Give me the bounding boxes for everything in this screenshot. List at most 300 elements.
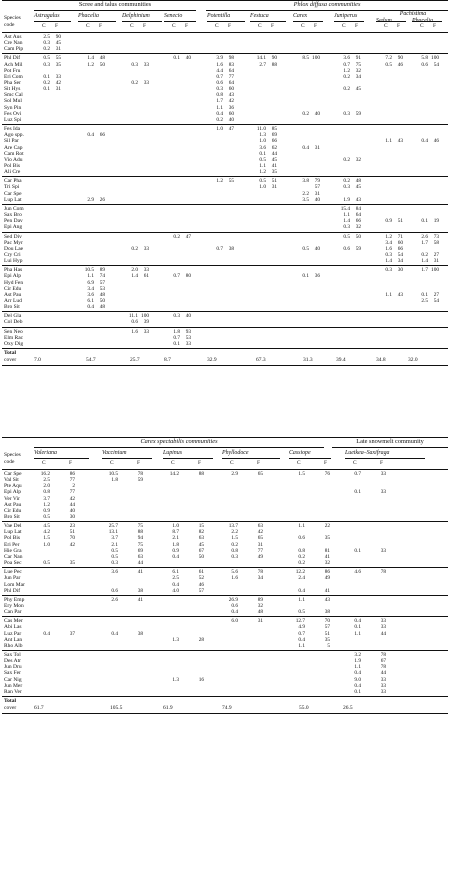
cover-cell: 3.2	[354, 652, 361, 659]
cover-cell: 0.4	[172, 553, 179, 560]
cover-cell: 0.2	[216, 116, 223, 123]
cover-cell: 0.6	[231, 602, 238, 609]
cover-cell: 2.4	[298, 575, 305, 582]
frequency-cell: 33	[380, 471, 386, 477]
group-separator	[2, 124, 448, 125]
frequency-cell: 42	[257, 529, 263, 536]
c-header: C	[110, 460, 114, 466]
total-cover-value: 26.5	[343, 705, 353, 712]
community-heading: Valeriana	[34, 450, 57, 456]
species-code: Car Spe	[4, 471, 22, 477]
cover-cell: 0.4	[298, 636, 305, 643]
f-header: F	[198, 460, 201, 466]
cover-cell: 3.6	[259, 144, 266, 151]
frequency-cell: 67	[198, 547, 204, 554]
total-cover-value: 7.0	[34, 357, 41, 364]
frequency-cell: 57	[198, 587, 204, 594]
frequency-cell: 78	[137, 471, 143, 477]
species-group	[2, 126, 448, 175]
species-code: Bro Sit	[4, 304, 20, 311]
c-header: C	[42, 23, 46, 29]
group-separator	[2, 567, 448, 568]
cover-cell: 0.2	[298, 553, 305, 560]
c-header: C	[353, 460, 357, 466]
cover-cell: 4.9	[298, 624, 305, 631]
species-code: Pha Has	[4, 267, 23, 274]
frequency-cell: 15	[198, 523, 204, 530]
frequency-cell: 22	[324, 523, 330, 530]
cover-cell: 1.6	[131, 328, 138, 335]
f-header: F	[228, 23, 231, 29]
cover-cell: 0.1	[354, 624, 361, 631]
frequency-cell: 50	[355, 233, 361, 240]
species-code: Ast Pau	[4, 501, 22, 508]
cover-cell: 3.8	[302, 178, 309, 185]
c-header: C	[384, 23, 388, 29]
cover-cell: 0.2	[421, 251, 428, 258]
species-code: Rho Alb	[4, 642, 23, 649]
cover-cell: 0.8	[43, 489, 50, 496]
frequency-cell: 33	[143, 328, 149, 335]
frequency-cell: 80	[185, 273, 191, 280]
table-row	[2, 169, 448, 175]
species-code: Oxy Dig	[4, 340, 24, 347]
cover-cell: 0.1	[354, 489, 361, 496]
frequency-cell: 38	[137, 587, 143, 594]
species-code: Sit Hys	[4, 86, 21, 93]
cover-cell: 0.8	[298, 547, 305, 554]
species-code: Sil Par	[4, 138, 19, 145]
table-row	[2, 304, 448, 310]
cover-cell: 14.1	[256, 55, 266, 62]
frequency-cell: 45	[355, 184, 361, 191]
cover-cell: 0.9	[43, 507, 50, 514]
frequency-cell: 61	[143, 273, 149, 280]
cover-cell: 3.9	[216, 55, 223, 62]
frequency-cell: 40	[314, 110, 320, 117]
cover-cell: 0.2	[231, 541, 238, 548]
cover-cell: 1.1	[216, 104, 223, 111]
community-heading: Carex	[293, 13, 308, 19]
species-code: Sen Neo	[4, 328, 23, 335]
group-separator	[2, 204, 448, 205]
frequency-cell: 69	[137, 547, 143, 554]
cover-cell: 1.1	[354, 664, 361, 671]
cover-cell: 0.4	[172, 581, 179, 588]
cover-cell: 12.7	[295, 618, 305, 625]
community-rule	[207, 21, 245, 22]
frequency-cell: 32	[257, 602, 263, 609]
frequency-cell: 90	[397, 55, 403, 62]
cover-label: cover	[4, 357, 17, 364]
community-heading: Astragalus	[34, 13, 60, 19]
frequency-cell: 42	[55, 80, 61, 87]
frequency-cell: 43	[397, 138, 403, 145]
frequency-cell: 64	[228, 67, 234, 74]
cover-cell: 6.9	[87, 279, 94, 286]
frequency-cell: 31	[314, 190, 320, 197]
community-rule	[345, 458, 425, 459]
frequency-cell: 75	[355, 61, 361, 68]
cover-cell: 1.1	[354, 630, 361, 637]
f-header: F	[433, 23, 436, 29]
cover-cell: 1.9	[354, 658, 361, 665]
community-heading: Delphinium	[122, 13, 150, 19]
total-cover-value: 32.0	[408, 357, 418, 364]
cover-cell: 2.2	[302, 190, 309, 197]
frequency-cell: 63	[137, 553, 143, 560]
cover-cell: 1.2	[343, 67, 350, 74]
total-cover-value: 61.7	[34, 705, 44, 712]
frequency-cell: 44	[137, 560, 143, 567]
cover-cell: 0.1	[43, 73, 50, 80]
frequency-cell: 59	[355, 245, 361, 252]
cover-cell: 1.1	[87, 273, 94, 280]
total-cover-value: 32.9	[207, 357, 217, 364]
frequency-cell: 45	[271, 156, 277, 163]
frequency-cell: 33	[185, 340, 191, 347]
cover-cell: 1.7	[216, 98, 223, 105]
cover-cell: 0.3	[343, 224, 350, 231]
community-heading: Phyllodoce	[222, 450, 249, 456]
frequency-cell: 66	[397, 245, 403, 252]
frequency-cell: 43	[228, 92, 234, 99]
frequency-cell: 54	[433, 61, 439, 68]
cover-cell: 0.7	[216, 73, 223, 80]
species-code: Cam Rot	[4, 150, 24, 157]
species-code: Car Nan	[4, 553, 23, 560]
frequency-cell: 44	[380, 630, 386, 637]
f-header: F	[185, 23, 188, 29]
species-code: Vio Adu	[4, 156, 23, 163]
community-rule	[163, 458, 213, 459]
cover-cell: 0.6	[421, 61, 428, 68]
species-code: Bro Sit	[4, 514, 20, 521]
frequency-cell: 26	[99, 196, 105, 203]
table-bottom-rule	[2, 713, 448, 714]
total-cover-value: 31.3	[303, 357, 313, 364]
cover-cell: 1.9	[343, 196, 350, 203]
cover-cell: 1.4	[385, 258, 392, 265]
frequency-cell: 42	[69, 541, 75, 548]
frequency-cell: 81	[324, 547, 330, 554]
frequency-cell: 48	[99, 291, 105, 298]
cover-cell: 0.4	[231, 609, 238, 616]
species-code: Sed Div	[4, 233, 22, 240]
cover-cell: 1.5	[231, 535, 238, 542]
cover-cell: 0.2	[43, 80, 50, 87]
frequency-cell: 33	[380, 676, 386, 683]
frequency-cell: 33	[380, 682, 386, 689]
species-code: Sax Fer	[4, 670, 21, 677]
frequency-cell: 65	[257, 535, 263, 542]
frequency-cell: 33	[143, 267, 149, 274]
cover-cell: 2.5	[172, 575, 179, 582]
cover-cell: 0.6	[298, 535, 305, 542]
f-header: F	[380, 460, 383, 466]
frequency-cell: 53	[185, 334, 191, 341]
frequency-cell: 43	[397, 291, 403, 298]
total-cover-value: 34.8	[376, 357, 386, 364]
cover-cell: 0.3	[111, 560, 118, 567]
species-code: Pot Fru	[4, 67, 21, 74]
frequency-cell: 77	[257, 547, 263, 554]
species-group	[2, 206, 448, 231]
header-rule	[2, 469, 448, 470]
cover-cell: 2.1	[172, 535, 179, 542]
species-code: Epi Ang	[4, 224, 23, 231]
cover-cell: 1.4	[343, 218, 350, 225]
frequency-cell: 31	[433, 258, 439, 265]
frequency-cell: 93	[185, 328, 191, 335]
community-rule	[122, 21, 162, 22]
frequency-cell: 89	[257, 596, 263, 603]
cover-cell: 0.1	[173, 340, 180, 347]
cover-cell: 0.1	[354, 688, 361, 695]
cover-cell: 1.5	[298, 471, 305, 477]
species-code: Eri Com	[4, 73, 23, 80]
cover-cell: 0.5	[111, 553, 118, 560]
frequency-cell: 47	[228, 126, 234, 133]
cover-cell: 2.0	[131, 267, 138, 274]
frequency-cell: 78	[257, 569, 263, 576]
species-code: Fes Ida	[4, 126, 21, 133]
cover-cell: 0.1	[421, 291, 428, 298]
f-header: F	[257, 460, 260, 466]
cover-cell: 0.3	[43, 40, 50, 47]
group-separator	[2, 53, 448, 54]
cover-cell: 0.2	[43, 46, 50, 53]
community-heading: Sedum	[376, 18, 392, 24]
cover-cell: 0.4	[354, 618, 361, 625]
frequency-cell: 77	[69, 489, 75, 496]
species-code: Ver Vir	[4, 495, 20, 502]
frequency-cell: 41	[324, 587, 330, 594]
frequency-cell: 48	[257, 609, 263, 616]
species-code: Ant Lan	[4, 636, 23, 643]
cover-cell: 16.2	[40, 471, 50, 477]
species-code: Cry Cri	[4, 251, 21, 258]
frequency-cell: 77	[228, 73, 234, 80]
species-code: Smc Cal	[4, 92, 23, 99]
frequency-cell: 91	[355, 55, 361, 62]
cover-cell: 0.6	[343, 245, 350, 252]
community-heading: Lupinus	[163, 450, 182, 456]
species-code: Pte Aqu	[4, 483, 22, 490]
cover-cell: 1.0	[216, 126, 223, 133]
species-code: Cir Edu	[4, 507, 22, 514]
community-rule	[164, 21, 196, 22]
group-heading-right: Phlox diffusa communities	[293, 1, 361, 8]
species-code: Cam Pip	[4, 46, 24, 53]
header-rule	[2, 32, 448, 33]
community-rule	[376, 21, 406, 22]
cover-cell: 3.7	[111, 535, 118, 542]
frequency-cell: 31	[55, 46, 61, 53]
c-header: C	[342, 23, 346, 29]
community-heading: Phacelia	[412, 18, 433, 24]
frequency-cell: 33	[143, 80, 149, 87]
cover-cell: 0.2	[298, 560, 305, 567]
cover-cell: 2.1	[111, 541, 118, 548]
total-cover-value: 61.9	[163, 705, 173, 712]
species-group	[2, 55, 448, 123]
frequency-cell: 62	[271, 144, 277, 151]
cover-cell: 1.0	[43, 541, 50, 548]
group-separator	[2, 521, 448, 522]
frequency-cell: 31	[55, 86, 61, 93]
table-row	[2, 117, 448, 123]
cover-cell: 0.5	[111, 547, 118, 554]
f-header: F	[314, 23, 317, 29]
cover-cell: 1.3	[259, 132, 266, 139]
cover-cell: 0.2	[302, 110, 309, 117]
cover-cell: 5.8	[421, 55, 428, 62]
frequency-cell: 46	[198, 581, 204, 588]
cover-cell: 1.2	[385, 233, 392, 240]
frequency-cell: 61	[198, 569, 204, 576]
group-rule-right	[332, 447, 448, 448]
frequency-cell: 76	[324, 471, 330, 477]
frequency-cell: 32	[355, 156, 361, 163]
frequency-cell: 50	[99, 298, 105, 304]
cover-cell: 0.1	[43, 86, 50, 93]
group-heading-left: Scree and talus communities	[78, 1, 152, 8]
frequency-cell: 60	[397, 239, 403, 246]
group-separator	[2, 232, 448, 233]
cover-cell: 0.2	[343, 73, 350, 80]
species-code: Syn Pin	[4, 104, 22, 111]
frequency-cell: 89	[99, 267, 105, 274]
c-header: C	[420, 23, 424, 29]
frequency-cell: 31	[257, 618, 263, 625]
frequency-cell: 51	[69, 529, 75, 536]
frequency-cell: 45	[355, 86, 361, 93]
cover-cell: 14.2	[169, 471, 179, 477]
frequency-cell: 100	[141, 313, 149, 320]
species-code: Hie Gra	[4, 547, 22, 554]
cover-cell: 2.2	[231, 529, 238, 536]
frequency-cell: 57	[324, 624, 330, 631]
frequency-cell: 41	[324, 553, 330, 560]
species-code: Tri Spi	[4, 184, 20, 191]
frequency-cell: 36	[314, 273, 320, 280]
cover-cell: 0.4	[216, 110, 223, 117]
cover-cell: 1.1	[385, 291, 392, 298]
frequency-cell: 34	[257, 575, 263, 582]
community-heading: Pachistima	[399, 11, 427, 17]
frequency-cell: 64	[355, 212, 361, 219]
species-code: Eri Per	[4, 541, 20, 548]
frequency-cell: 35	[324, 636, 330, 643]
cover-cell: 2.5	[43, 34, 50, 40]
cover-cell: 0.5	[302, 245, 309, 252]
cover-cell: 0.6	[131, 319, 138, 326]
cover-cell: 1.5	[43, 535, 50, 542]
frequency-cell: 32	[324, 560, 330, 567]
f-header: F	[324, 460, 327, 466]
frequency-cell: 77	[69, 477, 75, 484]
table-row	[2, 224, 448, 230]
cover-cell: 1.2	[259, 169, 266, 176]
cover-cell: 7.2	[385, 55, 392, 62]
frequency-cell: 39	[143, 319, 149, 326]
community-rule	[102, 458, 152, 459]
cover-cell: 2.6	[421, 233, 428, 240]
table-row	[2, 341, 448, 347]
f-header: F	[397, 23, 400, 29]
species-header: Species	[4, 15, 21, 21]
frequency-cell: 86	[69, 471, 75, 477]
species-code: Abi Las	[4, 624, 22, 631]
frequency-cell: 46	[433, 138, 439, 145]
frequency-cell: 19	[433, 218, 439, 225]
table-bottom-rule	[2, 365, 448, 366]
cover-cell: 0.2	[173, 233, 180, 240]
frequency-cell: 60	[228, 110, 234, 117]
cover-cell: 2.5	[43, 477, 50, 484]
frequency-cell: 36	[228, 104, 234, 111]
species-code: Pol Bis	[4, 162, 21, 169]
species-code: Arr Lud	[4, 298, 22, 304]
species-code: Epi Alp	[4, 273, 21, 280]
total-cover-value: 39.4	[336, 357, 346, 364]
frequency-cell: 35	[69, 560, 75, 567]
frequency-cell: 100	[312, 55, 320, 62]
species-code: Del Gla	[4, 313, 22, 320]
species-code: Col Deb	[4, 319, 23, 326]
table-row	[2, 258, 448, 264]
group-rule-left	[34, 447, 324, 448]
frequency-cell: 65	[257, 471, 263, 477]
c-header: C	[42, 460, 46, 466]
species-code: Can Par	[4, 609, 22, 616]
cover-cell: 6.1	[172, 569, 179, 576]
frequency-cell: 27	[433, 251, 439, 258]
frequency-cell: 55	[228, 178, 234, 185]
cover-cell: 6.0	[231, 618, 238, 625]
cover-cell: 0.5	[43, 560, 50, 567]
total-cover-value: 74.9	[222, 705, 232, 712]
cover-label: cover	[4, 705, 17, 712]
total-cover-value: 25.7	[130, 357, 140, 364]
cover-cell: 0.5	[43, 514, 50, 521]
community-heading: Potentilla	[207, 13, 231, 19]
frequency-cell: 33	[380, 688, 386, 695]
frequency-cell: 78	[380, 664, 386, 671]
c-header: C	[258, 23, 262, 29]
cover-cell: 3.4	[87, 285, 94, 292]
species-code: Cir Edu	[4, 285, 22, 292]
cover-cell: 1.1	[298, 642, 305, 649]
table-row	[2, 514, 448, 520]
cover-cell: 0.4	[354, 682, 361, 689]
frequency-cell: 23	[69, 523, 75, 530]
c-header: C	[297, 460, 301, 466]
frequency-cell: 32	[355, 224, 361, 231]
table-row	[2, 197, 448, 203]
cover-cell: 4.4	[216, 67, 223, 74]
table-row	[2, 46, 448, 52]
species-code: Ast Pau	[4, 291, 22, 298]
frequency-cell: 57	[99, 279, 105, 286]
cover-cell: 0.7	[298, 630, 305, 637]
species-code: Are Cap	[4, 144, 23, 151]
cover-cell: 1.8	[172, 541, 179, 548]
species-group	[2, 569, 448, 594]
community-heading: Festuca	[250, 13, 269, 19]
frequency-cell: 88	[198, 471, 204, 477]
